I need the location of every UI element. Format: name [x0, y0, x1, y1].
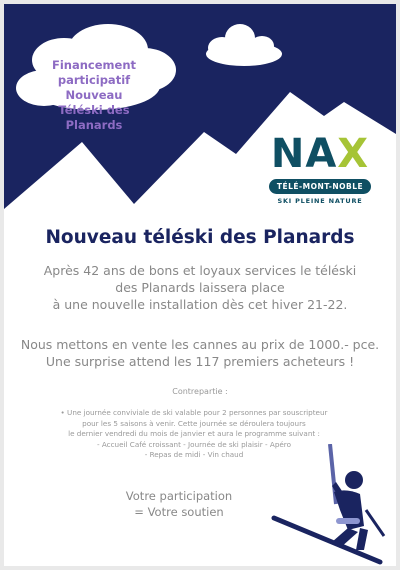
sale-line-1: Nous mettons en vente les cannes au prix de 1000.- pce.	[20, 337, 380, 352]
logo-na: NA	[270, 131, 338, 177]
benefit-line-2: pour les 5 saisons à venir. Cette journée se déroulera toujours	[82, 418, 306, 428]
cloud-title-line-2: participatif Nouveau	[57, 73, 131, 102]
skier-icon	[268, 444, 388, 566]
benefit-line-4: - Accueil Café croissant - Journée de ski plaisir - Apéro	[96, 439, 292, 449]
nax-logo	[260, 131, 380, 205]
benefit-line-5: - Repas de midi - Vin chaud	[144, 450, 244, 459]
intro-line-1: Après 42 ans de bons et loyaux services le téléski	[43, 263, 357, 278]
page-title: Nouveau téléski des Planards	[45, 227, 355, 248]
cloud-title	[34, 58, 154, 133]
benefit-line-1: • Une journée conviviale de ski valable pour 2 personnes par souscripteur	[60, 408, 328, 417]
cloud-title-line-1: Financement	[51, 58, 136, 72]
support-line-2: = Votre soutien	[134, 505, 224, 519]
support-slogan	[99, 488, 259, 520]
intro-line-2: des Planards laissera place	[115, 280, 285, 295]
intro-paragraph	[24, 262, 376, 313]
support-line-1: Votre participation	[125, 489, 233, 503]
logo-tagline: SKI PLEINE NATURE	[277, 197, 363, 205]
intro-line-3: à une nouvelle installation dès cet hiver 21-22.	[52, 297, 348, 312]
benefit-line-3: le dernier vendredi du mois de janvier et aura le programme suivant :	[68, 429, 320, 438]
contrepartie-label: Contrepartie :	[172, 387, 228, 396]
logo-wordmark	[260, 131, 380, 177]
poster	[4, 4, 396, 566]
cloud-title-line-3: Téléski des Planards	[58, 103, 130, 132]
sale-paragraph	[14, 336, 386, 370]
logo-x: X	[337, 131, 370, 177]
sale-line-2: Une surprise attend les 117 premiers acheteurs !	[45, 354, 355, 369]
logo-badge: TÉLÉ-MONT-NOBLE	[269, 179, 371, 194]
